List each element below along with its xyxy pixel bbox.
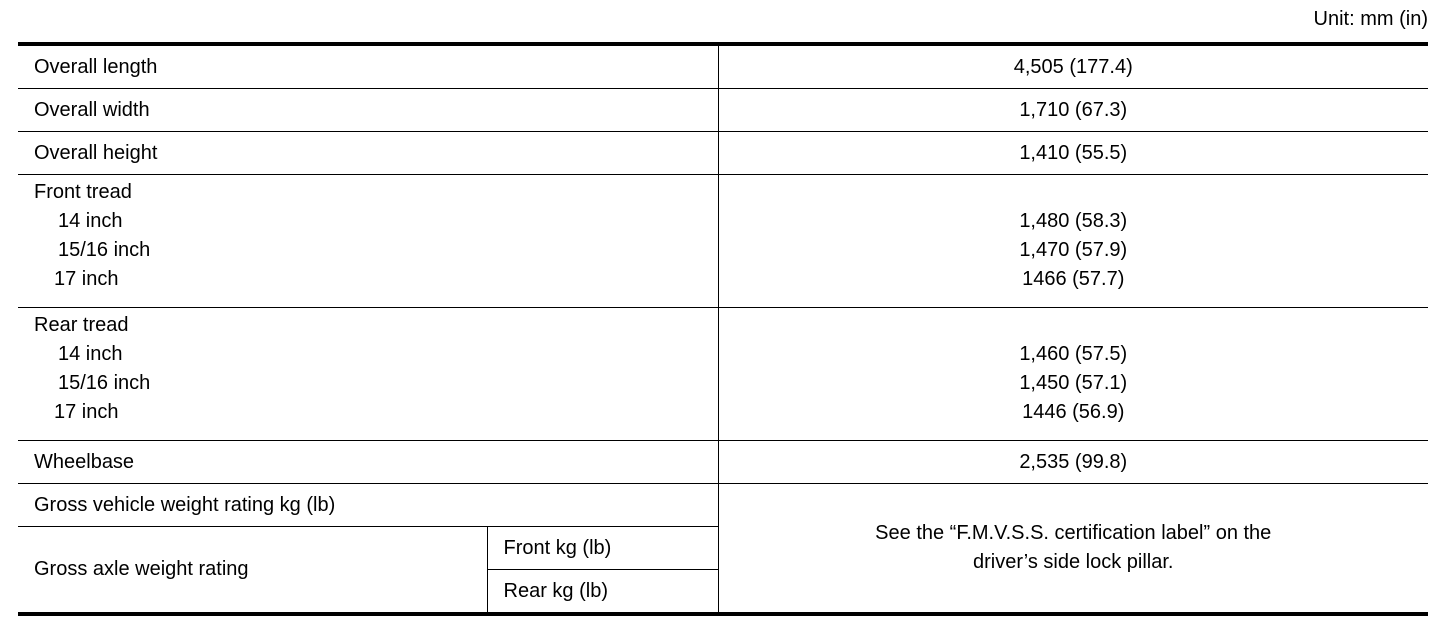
table-row <box>18 484 1428 527</box>
front-tread-value-14: 1,480 (58.3) <box>1019 210 1128 232</box>
overall-length-label: Overall length <box>34 55 158 78</box>
front-tread-label: Front tread <box>34 181 132 203</box>
table-row <box>18 89 1428 132</box>
certification-note-line2: driver’s side lock pillar. <box>973 551 1174 573</box>
front-tread-size-14: 14 inch <box>58 210 123 232</box>
rear-tread-values <box>718 308 1428 441</box>
front-tread-values <box>718 175 1428 308</box>
wheelbase-value: 2,535 (99.8) <box>718 441 1428 484</box>
rear-tread-size-14: 14 inch <box>58 343 123 365</box>
wheelbase-label: Wheelbase <box>18 441 718 484</box>
front-tread-value-17: 1466 (57.7) <box>1022 268 1125 290</box>
front-tread-size-17: 17 inch <box>54 268 119 290</box>
rear-tread-label: Rear tread <box>34 314 129 336</box>
front-tread-value-15-16: 1,470 (57.9) <box>1019 239 1128 261</box>
table-row <box>18 308 1428 441</box>
gawr-front-label: Front kg (lb) <box>487 527 718 570</box>
overall-height-value: 1,410 (55.5) <box>718 132 1428 175</box>
unit-label: Unit: mm (in) <box>1313 8 1428 30</box>
rear-tread-size-15-16: 15/16 inch <box>58 372 151 394</box>
rear-tread-value-14: 1,460 (57.5) <box>1019 343 1128 365</box>
certification-note <box>718 484 1428 615</box>
rear-tread-value-15-16: 1,450 (57.1) <box>1019 372 1128 394</box>
table-row <box>18 175 1428 308</box>
overall-width-label: Overall width <box>18 89 718 132</box>
gawr-rear-label: Rear kg (lb) <box>487 570 718 615</box>
table-row <box>18 132 1428 175</box>
dimensions-table <box>18 42 1428 616</box>
certification-note-line1: See the “F.M.V.S.S. certification label” on the <box>875 522 1272 544</box>
rear-tread-value-17: 1446 (56.9) <box>1022 401 1125 423</box>
overall-height-label: Overall height <box>18 132 718 175</box>
front-tread-size-15-16: 15/16 inch <box>58 239 151 261</box>
rear-tread-cell <box>18 308 718 441</box>
overall-width-value: 1,710 (67.3) <box>718 89 1428 132</box>
overall-length-value: 4,505 (177.4) <box>718 44 1428 89</box>
rear-tread-size-17: 17 inch <box>54 401 119 423</box>
gvwr-label: Gross vehicle weight rating kg (lb) <box>18 484 718 527</box>
gawr-label: Gross axle weight rating <box>18 527 487 615</box>
table-row <box>18 441 1428 484</box>
table-row <box>18 44 1428 89</box>
front-tread-cell <box>18 175 718 308</box>
